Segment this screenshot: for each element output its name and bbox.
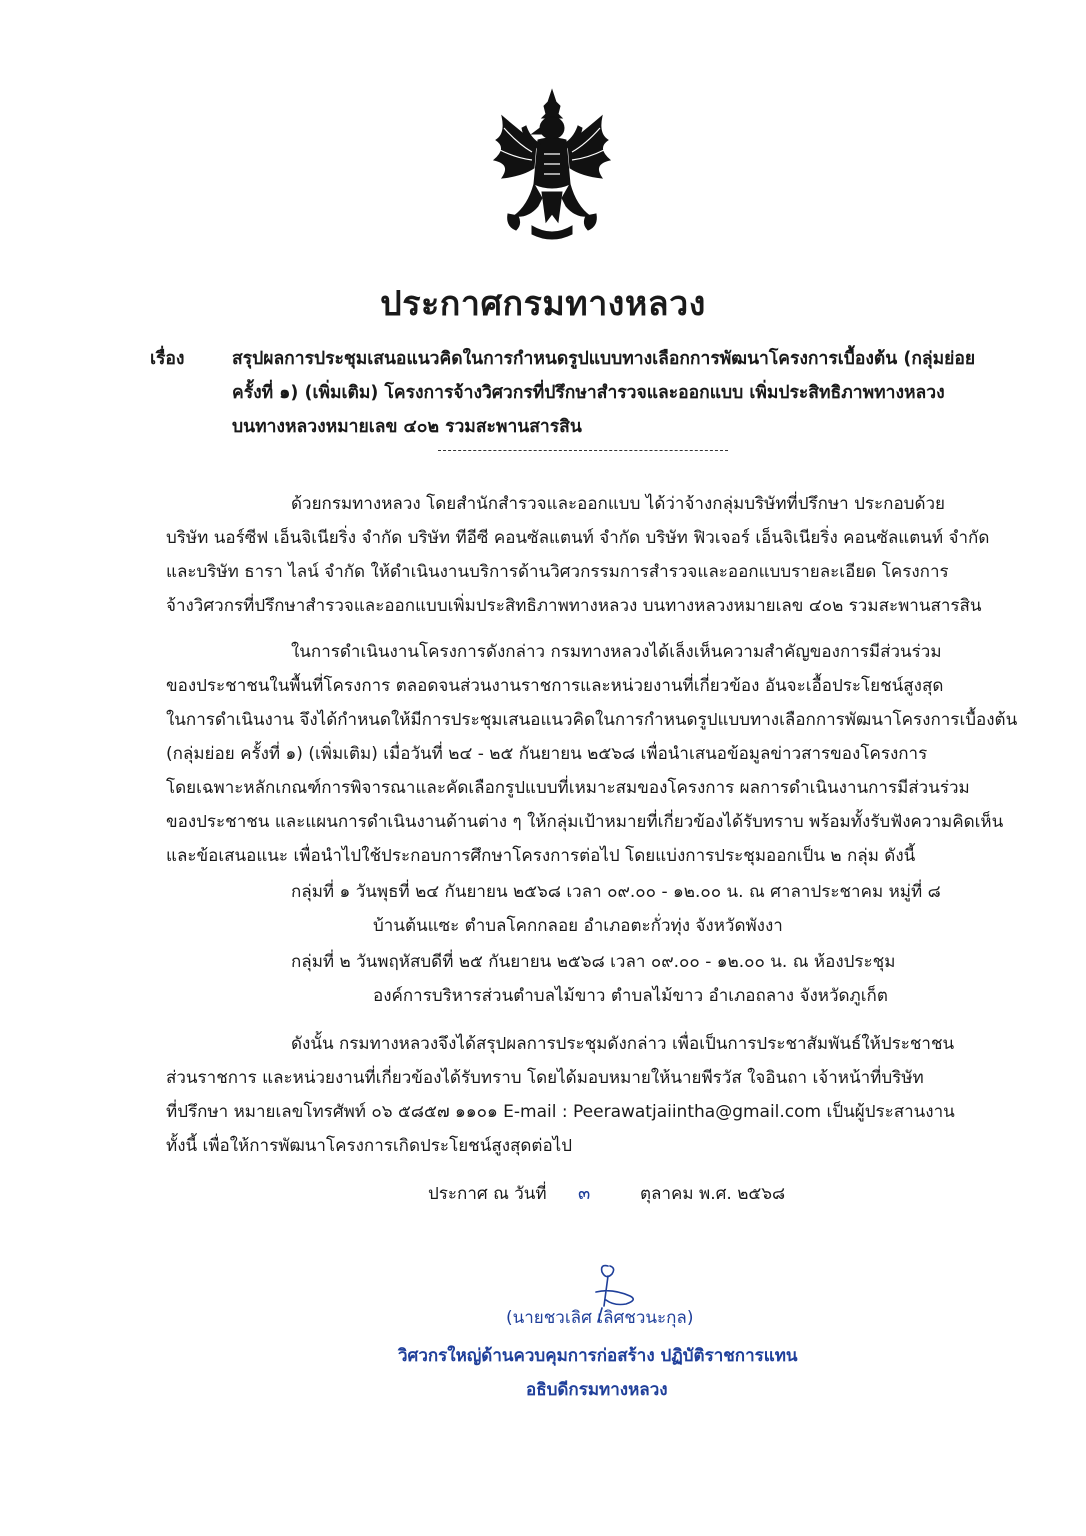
paragraph-line: ที่ปรึกษา หมายเลขโทรศัพท์ ๐๖ ๕๘๕๗ ๑๑๐๑ E-mail : Peerawatjaiintha@gmail.com เป็นผู้ประสานงาน (166, 1102, 955, 1122)
paragraph-line: บริษัท นอร์ซีฟ เอ็นจิเนียริ่ง จำกัด บริษัท ทีอีซี คอนซัลแตนท์ จำกัด บริษัท ฟิวเจอร์ เอ็นจิเนียริ่ง คอนซัลแตนท์ จำกัด (166, 528, 990, 548)
paragraph-line: (กลุ่มย่อย ครั้งที่ ๑) (เพิ่มเติม) เมื่อวันที่ ๒๔ - ๒๕ กันยายน ๒๕๖๘ เพื่อนำเสนอข้อมูลข่าวสารของโครงการ (166, 744, 928, 764)
garuda-emblem-icon (488, 88, 616, 248)
paragraph-line: ทั้งนี้ เพื่อให้การพัฒนาโครงการเกิดประโยชน์สูงสุดต่อไป (166, 1136, 572, 1156)
meeting-group-2-location: องค์การบริหารส่วนตำบลไม้ขาว ตำบลไม้ขาว อำเภอถลาง จังหวัดภูเก็ต (373, 986, 888, 1006)
meeting-group-2: กลุ่มที่ ๒ วันพฤหัสบดีที่ ๒๕ กันยายน ๒๕๖๘ เวลา ๐๙.๐๐ - ๑๒.๐๐ น. ณ ห้องประชุม (291, 952, 896, 972)
dashed-divider (438, 450, 728, 451)
subject-line: ครั้งที่ ๑) (เพิ่มเติม) โครงการจ้างวิศวกรที่ปรึกษาสำรวจและออกแบบ เพิ่มประสิทธิภาพทางหลวง (232, 383, 945, 403)
paragraph-line: และข้อเสนอแนะ เพื่อนำไปใช้ประกอบการศึกษาโครงการต่อไป โดยแบ่งการประชุมออกเป็น ๒ กลุ่ม ดังนี้ (166, 846, 916, 866)
signatory-position: วิศวกรใหญ่ด้านควบคุมการก่อสร้าง ปฏิบัติราชการแทน (398, 1346, 798, 1366)
signatory-organization: อธิบดีกรมทางหลวง (526, 1380, 668, 1400)
subject-line: สรุปผลการประชุมเสนอแนวคิดในการกำหนดรูปแบบทางเลือกการพัฒนาโครงการเบื้องต้น (กลุ่มย่อย (232, 349, 976, 369)
paragraph-line: ในการดำเนินงาน จึงได้กำหนดให้มีการประชุมเสนอแนวคิดในการกำหนดรูปแบบทางเลือกการพัฒนาโครงการเบื้องต้น (166, 710, 1018, 730)
paragraph-line: ในการดำเนินงานโครงการดังกล่าว กรมทางหลวงได้เล็งเห็นความสำคัญของการมีส่วนร่วม (291, 642, 942, 662)
signatory-name: (นายชวเลิศ เลิศชวนะกุล) (506, 1308, 694, 1328)
subject-label: เรื่อง (150, 349, 185, 369)
paragraph-line: ของประชาชน และแผนการดำเนินงานด้านต่าง ๆ ให้กลุ่มเป้าหมายที่เกี่ยวข้องได้รับทราบ พร้อมทั้งรับฟังความคิดเห็น (166, 812, 1004, 832)
announcement-day: ๓ (578, 1183, 591, 1204)
paragraph-line: ส่วนราชการ และหน่วยงานที่เกี่ยวข้องได้รับทราบ โดยได้มอบหมายให้นายพีรวัส ใจอินถา เจ้าหน้าที่บริษัท (166, 1068, 924, 1088)
paragraph-line: จ้างวิศวกรที่ปรึกษาสำรวจและออกแบบเพิ่มประสิทธิภาพทางหลวง บนทางหลวงหมายเลข ๔๐๒ รวมสะพานสารสิน (166, 596, 982, 616)
announcement-month-year: ตุลาคม พ.ศ. ๒๕๖๘ (640, 1184, 786, 1204)
paragraph-line: ด้วยกรมทางหลวง โดยสำนักสำรวจและออกแบบ ได้ว่าจ้างกลุ่มบริษัทที่ปรึกษา ประกอบด้วย (291, 494, 946, 514)
paragraph-line: ดังนั้น กรมทางหลวงจึงได้สรุปผลการประชุมดังกล่าว เพื่อเป็นการประชาสัมพันธ์ให้ประชาชน (291, 1034, 955, 1054)
subject-line: บนทางหลวงหมายเลข ๔๐๒ รวมสะพานสารสิน (232, 417, 582, 437)
paragraph-line: โดยเฉพาะหลักเกณฑ์การพิจารณาและคัดเลือกรูปแบบที่เหมาะสมของโครงการ ผลการดำเนินงานการมีส่วนร่วม (166, 778, 970, 798)
paragraph-line: และบริษัท ธารา ไลน์ จำกัด ให้ดำเนินงานบริการด้านวิศวกรรมการสำรวจและออกแบบรายละเอียด โครงการ (166, 562, 949, 582)
announcement-date-prefix: ประกาศ ณ วันที่ (428, 1184, 547, 1204)
meeting-group-1: กลุ่มที่ ๑ วันพุธที่ ๒๔ กันยายน ๒๕๖๘ เวลา ๐๙.๐๐ - ๑๒.๐๐ น. ณ ศาลาประชาคม หมู่ที่ ๘ (291, 882, 941, 902)
meeting-group-1-location: บ้านต้นแซะ ตำบลโคกกลอย อำเภอตะกั่วทุ่ง จังหวัดพังงา (373, 916, 783, 936)
paragraph-line: ของประชาชนในพื้นที่โครงการ ตลอดจนส่วนงานราชการและหน่วยงานที่เกี่ยวข้อง อันจะเอื้อประโยชน์สูงสุด (166, 676, 944, 696)
document-title: ประกาศกรมทางหลวง (380, 284, 706, 324)
